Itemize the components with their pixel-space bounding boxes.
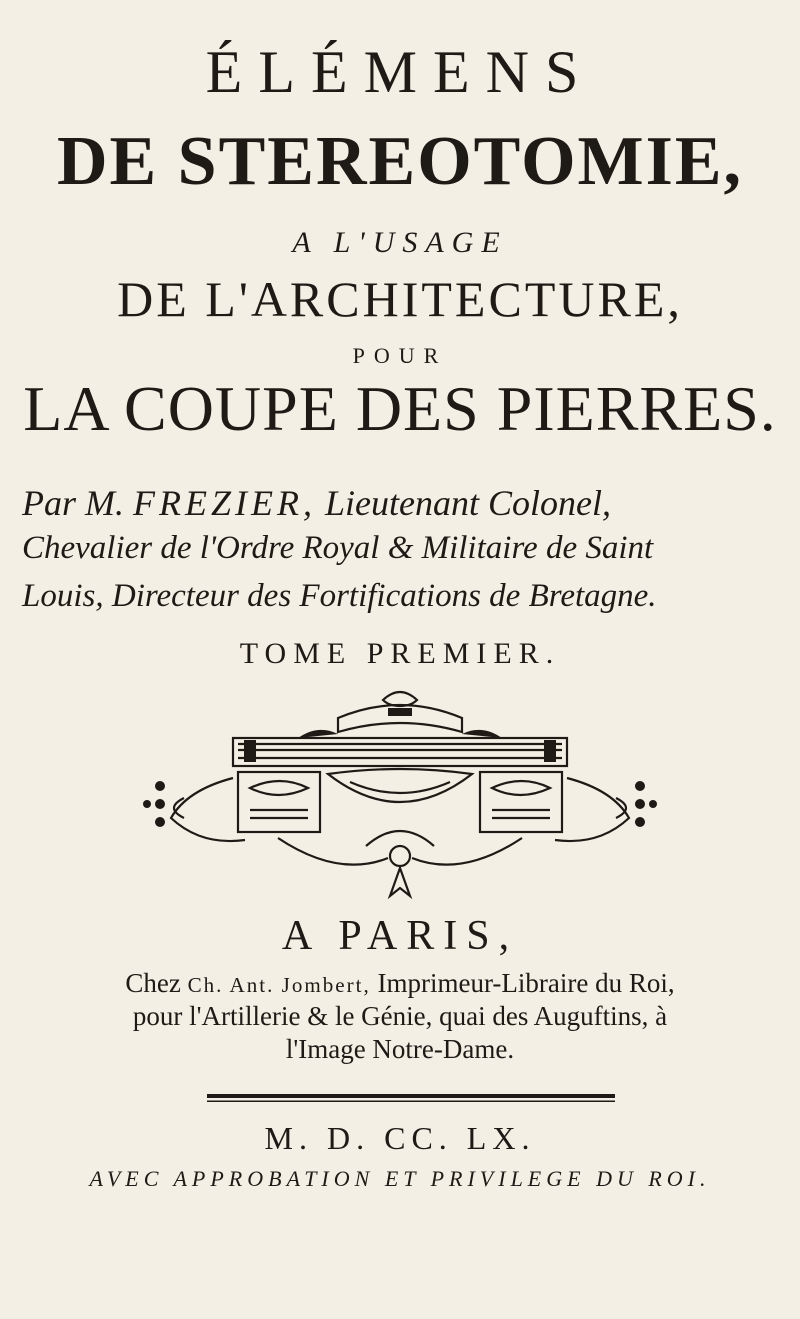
title-stereotomie: DE STEREOTOMIE, — [56, 123, 744, 200]
author-line-1 — [22, 482, 782, 524]
title-elemens: ÉLÉMENS — [205, 39, 595, 105]
subtitle-coupe: LA COUPE DES PIERRES. — [23, 373, 777, 444]
ornament-vignette-icon — [138, 678, 662, 910]
imprint-line-1 — [0, 968, 800, 999]
imprint-line-3: l'Image Notre-Dame. — [285, 1034, 515, 1064]
publication-date: M. D. CC. LX. — [264, 1120, 536, 1156]
imprint-line-2: pour l'Artillerie & le Génie, quai des Auguftins, à — [132, 1001, 668, 1031]
imprint-line-1-rest: Imprimeur-Libraire du Roi, — [377, 968, 675, 998]
subtitle-architecture: DE L'ARCHITECTURE, — [117, 271, 683, 327]
author-par: Par M. — [22, 483, 124, 523]
author-line-2: Chevalier de l'Ordre Royal & Militaire de Saint — [22, 530, 654, 566]
author-rank: Lieutenant Colonel, — [324, 483, 611, 523]
author-line-3: Louis, Directeur des Fortifications de Bretagne. — [22, 578, 657, 614]
subtitle-pour: POUR — [352, 343, 448, 368]
privilege-statement: AVEC APPROBATION ET PRIVILEGE DU ROI. — [89, 1166, 711, 1191]
author-name: FREZIER, — [133, 483, 316, 523]
imprint-city: A PARIS, — [281, 913, 519, 959]
volume-label: TOME PREMIER. — [239, 637, 561, 670]
imprint-chez: Chez — [125, 968, 181, 998]
double-rule-divider — [207, 1094, 615, 1103]
imprint-printer: Ch. Ant. Jombert, — [187, 973, 371, 997]
subtitle-usage: A L'USAGE — [292, 226, 508, 259]
